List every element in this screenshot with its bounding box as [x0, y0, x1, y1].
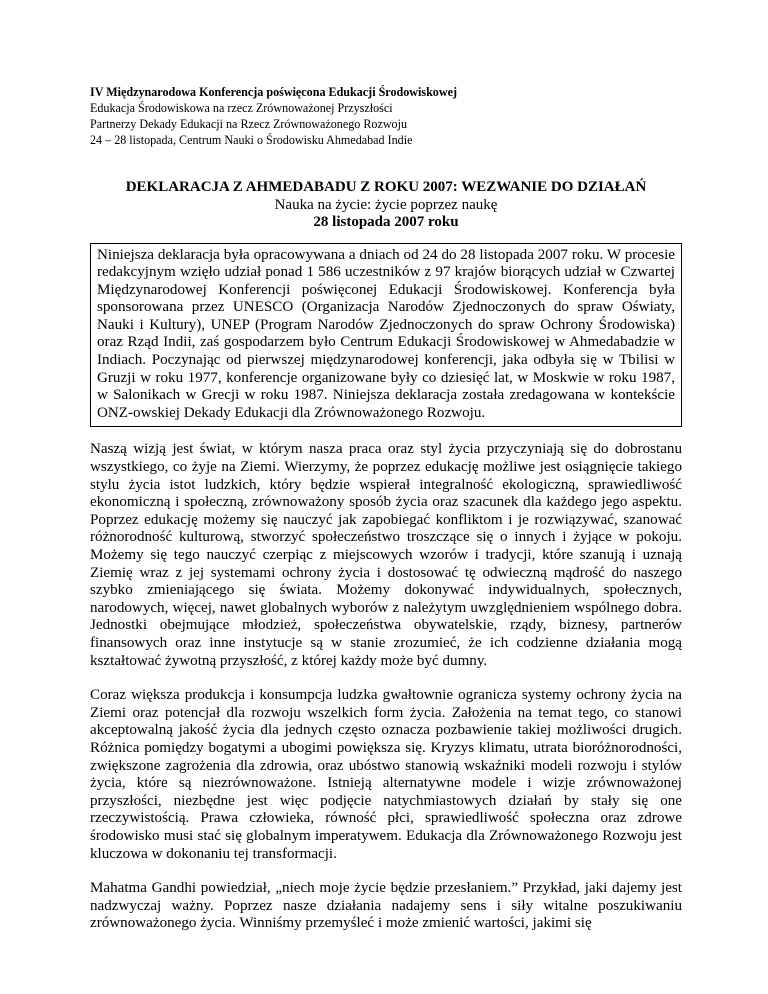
declaration-date: 28 listopada 2007 roku	[313, 214, 459, 230]
conference-dates-location: 24 – 28 listopada, Centrum Nauki o Środowisku Ahmedabad Indie	[90, 133, 413, 147]
conference-theme: Edukacja Środowiskowa na rzecz Zrównoważonej Przyszłości	[90, 101, 393, 115]
declaration-title: DEKLARACJA Z AHMEDABADU Z ROKU 2007: WEZWANIE DO DZIAŁAŃ	[125, 179, 647, 195]
conference-header	[90, 84, 682, 148]
conference-partners: Partnerzy Dekady Edukacji na Rzecz Zrównoważonego Rozwoju	[90, 117, 408, 131]
declaration-title-block	[90, 179, 682, 232]
paragraph-production: Coraz większa produkcja i konsumpcja ludzka gwałtownie ogranicza systemy ochrony życia na Ziemi oraz potencjał dla rozwoju wszelkich form życia. Założenia na temat tego, co stanowi akceptowalną jakość życia dla jednych często oznacza pozbawienie takiej możliwości drugich. Różnica pomiędzy bogatymi a ubogimi powiększa się. Kryzys klimatu, utrata bioróżnorodności, zwiększone zagrożenia dla zdrowia, oraz ubóstwo stanowią wskaźniki modeli rozwoju i stylów życia, które są niezrównoważone. Istnieją alternatywne modele i wizje zrównoważonej przyszłości, niezbędne jest więc podjęcie natychmiastowych działań by stały się one rzeczywistością. Prawa człowieka, równość płci, sprawiedliwość społeczna oraz zdrowe środowisko musi stać się globalnym imperatywem. Edukacja dla Zrównoważonego Rozwoju jest kluczowa w dokonaniu tej transformacji.	[90, 687, 682, 862]
paragraph-vision: Naszą wizją jest świat, w którym nasza praca oraz styl życia przyczyniają się do dobrostanu wszystkiego, co żyje na Ziemi. Wierzymy, że poprzez edukację możliwe jest osiągnięcie takiego stylu życia istot ludzkich, który będzie wspierał integralność ekologiczną, sprawiedliwość ekonomiczną i społeczną, zrównoważony sposób życia oraz szacunek dla każdego jego aspektu. Poprzez edukację możemy się nauczyć jak zapobiegać konfliktom i je rozwiązywać, szanować różnorodność kulturową, stworzyć społeczeństwo troszczące się o innych i żyjące w pokoju. Możemy się tego nauczyć czerpiąc z miejscowych wzorów i tradycji, które szanują i uznają Ziemię wraz z jej systemami ochrony życia i dostosować tę odwieczną mądrość do naszego szybko zmieniającego się świata. Możemy dokonywać indywidualnych, społecznych, narodowych, więcej, nawet globalnych wyborów z należytym uwzględnieniem wspólnego dobra. Jednostki obejmujące młodzież, społeczeństwa obywatelskie, rządy, biznesy, partnerów finansowych oraz inne instytucje są w stanie zrozumieć, że ich codzienne działania mogą kształtować żywotną przyszłość, z której każdy może być dumny.	[90, 441, 682, 669]
conference-title: IV Międzynarodowa Konferencja poświęcona Edukacji Środowiskowej	[90, 85, 457, 99]
intro-box: Niniejsza deklaracja była opracowywana a dniach od 24 do 28 listopada 2007 roku. W procesie redakcyjnym wzięło udział ponad 1 586 uczestników z 97 krajów biorących udział w Czwartej Międzynarodowej Konferencji poświęconej Edukacji Środowiskowej. Konferencja była sponsorowana przez UNESCO (Organizacja Narodów Zjednoczonych do spraw Oświaty, Nauki i Kultury), UNEP (Program Narodów Zjednoczonych do spraw Ochrony Środowiska) oraz Rząd Indii, zaś gospodarzem było Centrum Edukacji Środowiskowej w Ahmedabadzie w Indiach. Poczynając od pierwszej międzynarodowej konferencji, jaka odbyła się w Tbilisi w Gruzji w roku 1977, konferencje organizowane były co dziesięć lat, w Moskwie w roku 1987, w Salonikach w Grecji w roku 1987. Niniejsza deklaracja została zredagowana w kontekście ONZ-owskiej Dekady Edukacji dla Zrównoważonego Rozwoju.	[90, 243, 682, 428]
declaration-subtitle: Nauka na życie: życie poprzez naukę	[274, 196, 498, 213]
document-page	[90, 84, 682, 933]
paragraph-gandhi: Mahatma Gandhi powiedział, „niech moje życie będzie przesłaniem.” Przykład, jaki dajemy jest nadzwyczaj ważny. Poprzez nasze działania nadajemy sens i siły witalne poszukiwaniu zrównoważonego życia. Winniśmy przemyśleć i może zmienić wartości, jakimi się	[90, 880, 682, 932]
